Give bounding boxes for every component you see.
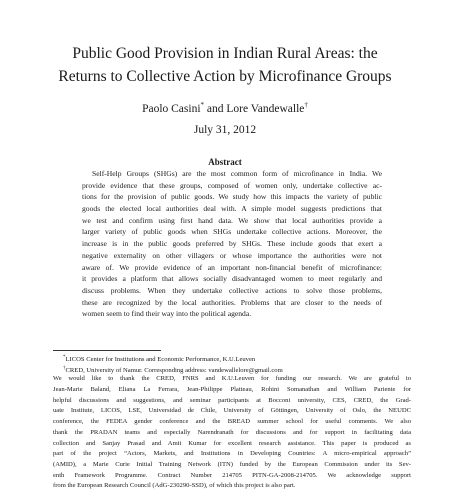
author-footnote-mark: †: [304, 101, 308, 109]
footnote-mark: *: [63, 355, 66, 360]
acknowledgement-line: Jean-Marie Baland, Eliana La Ferrara, Jean-Philippe Platteau, Rohini Somanathan and William Pariente for: [53, 386, 411, 394]
abstract-heading: Abstract: [208, 157, 242, 167]
footnote-text: CRED, University of Namur. Corresponding address: vandewallelore@gmail.com: [65, 366, 283, 374]
abstract-line: it provides a platform that allows socially disadvantaged women to meet regularly and: [82, 274, 382, 284]
footnote-text: LICOS Center for Institutions and Economic Performance, K.U.Leuven: [65, 356, 256, 364]
acknowledgement-line: (AMID), a Marie Curie Initial Training Network (ITN) funded by the European Commission under its Sev-: [53, 460, 411, 468]
abstract-line: Self-Help Groups (SHGs) are the most common form of microfinance in India. We: [92, 169, 382, 178]
paper-date: July 31, 2012: [193, 124, 257, 136]
author-name: Lore Vandewalle: [226, 102, 305, 115]
abstract-line: discuss problems. When they undertake collective actions to solve those problems,: [82, 285, 382, 295]
abstract-line: increase is in the public goods preferred by SHGs. These include goods that exert a: [82, 239, 382, 249]
abstract-line: aware of. We provide evidence of an important non-financial benefit of microfinance:: [82, 262, 382, 272]
author-name: Paolo Casini: [142, 102, 201, 115]
footnote-affiliation: [53, 353, 411, 364]
footnotes: [53, 353, 411, 492]
footnote-rule: [53, 350, 161, 351]
abstract-line: negative externality on other villagers or whose importance the authorities were not: [82, 250, 382, 260]
abstract-line: these are recognized by the local authorities. Problems that are closer to the needs of: [82, 297, 382, 307]
abstract-line: goods the elected local authorities deal with. A simple model suggests predictions that: [82, 204, 382, 214]
acknowledgement-line: part of the project “Actors, Markets, and Institutions in Developing Countries: A micro-empirical approach”: [53, 450, 411, 458]
acknowledgement-line: uate Institute, LICOS, LSE, Universidad de Chile, University of Göttingen, University of Oslo, the NEUDC: [53, 407, 411, 415]
acknowledgement-line: helpful discussions and suggestions, and seminar participants at Bocconi university, CES, CRED, the Grad-: [53, 396, 411, 404]
acknowledgement-line: conference, the FEDEA gender conference and the BREAD summer school for useful comments. We also: [53, 418, 411, 426]
paper-title: [30, 42, 420, 88]
abstract-line: tions for the provision of public goods. We study how this impacts the variety of public: [82, 192, 382, 202]
author-line: [0, 101, 450, 115]
footnote-mark: †: [63, 365, 66, 371]
abstract-line: we test and confirm using first hand data. We show that local authorities provide a: [82, 215, 382, 225]
abstract-line: women seem to find their way into the political agenda.: [82, 309, 252, 319]
author-conjunction: and: [206, 102, 224, 115]
abstract-body: [82, 168, 382, 320]
acknowledgement-line: We would like to thank the CRED, FNRS and K.U.Leuven for funding our research. We are grateful to: [53, 375, 411, 383]
title-line: Public Good Provision in Indian Rural Areas: the: [72, 45, 378, 62]
abstract-line: larger variety of public goods when SHGs undertake collective actions. Moreover, the: [82, 227, 382, 237]
acknowledgement-line: enth Framework Programme. Contract Number 214705 PITN-GA-2008-214705. We acknowledge support: [53, 471, 411, 479]
acknowledgement-line: thank the PRADAN teams and especially Narendranath for discussions and for support in facilitating data: [53, 428, 411, 436]
footnote-affiliation: [53, 364, 411, 375]
acknowledgement-line: from the European Research Council (AdG-230290-SSD), of which this project is also part.: [53, 482, 296, 490]
title-line: Returns to Collective Action by Microfinance Groups: [58, 68, 392, 85]
abstract-line: provide evidence that these groups, composed of women only, undertake collective ac-: [82, 180, 382, 190]
author-footnote-mark: *: [200, 101, 205, 109]
acknowledgement-line: collection and Sanjay Prasad and Amit Kumar for excellent research assistance. This paper is produced as: [53, 439, 411, 447]
